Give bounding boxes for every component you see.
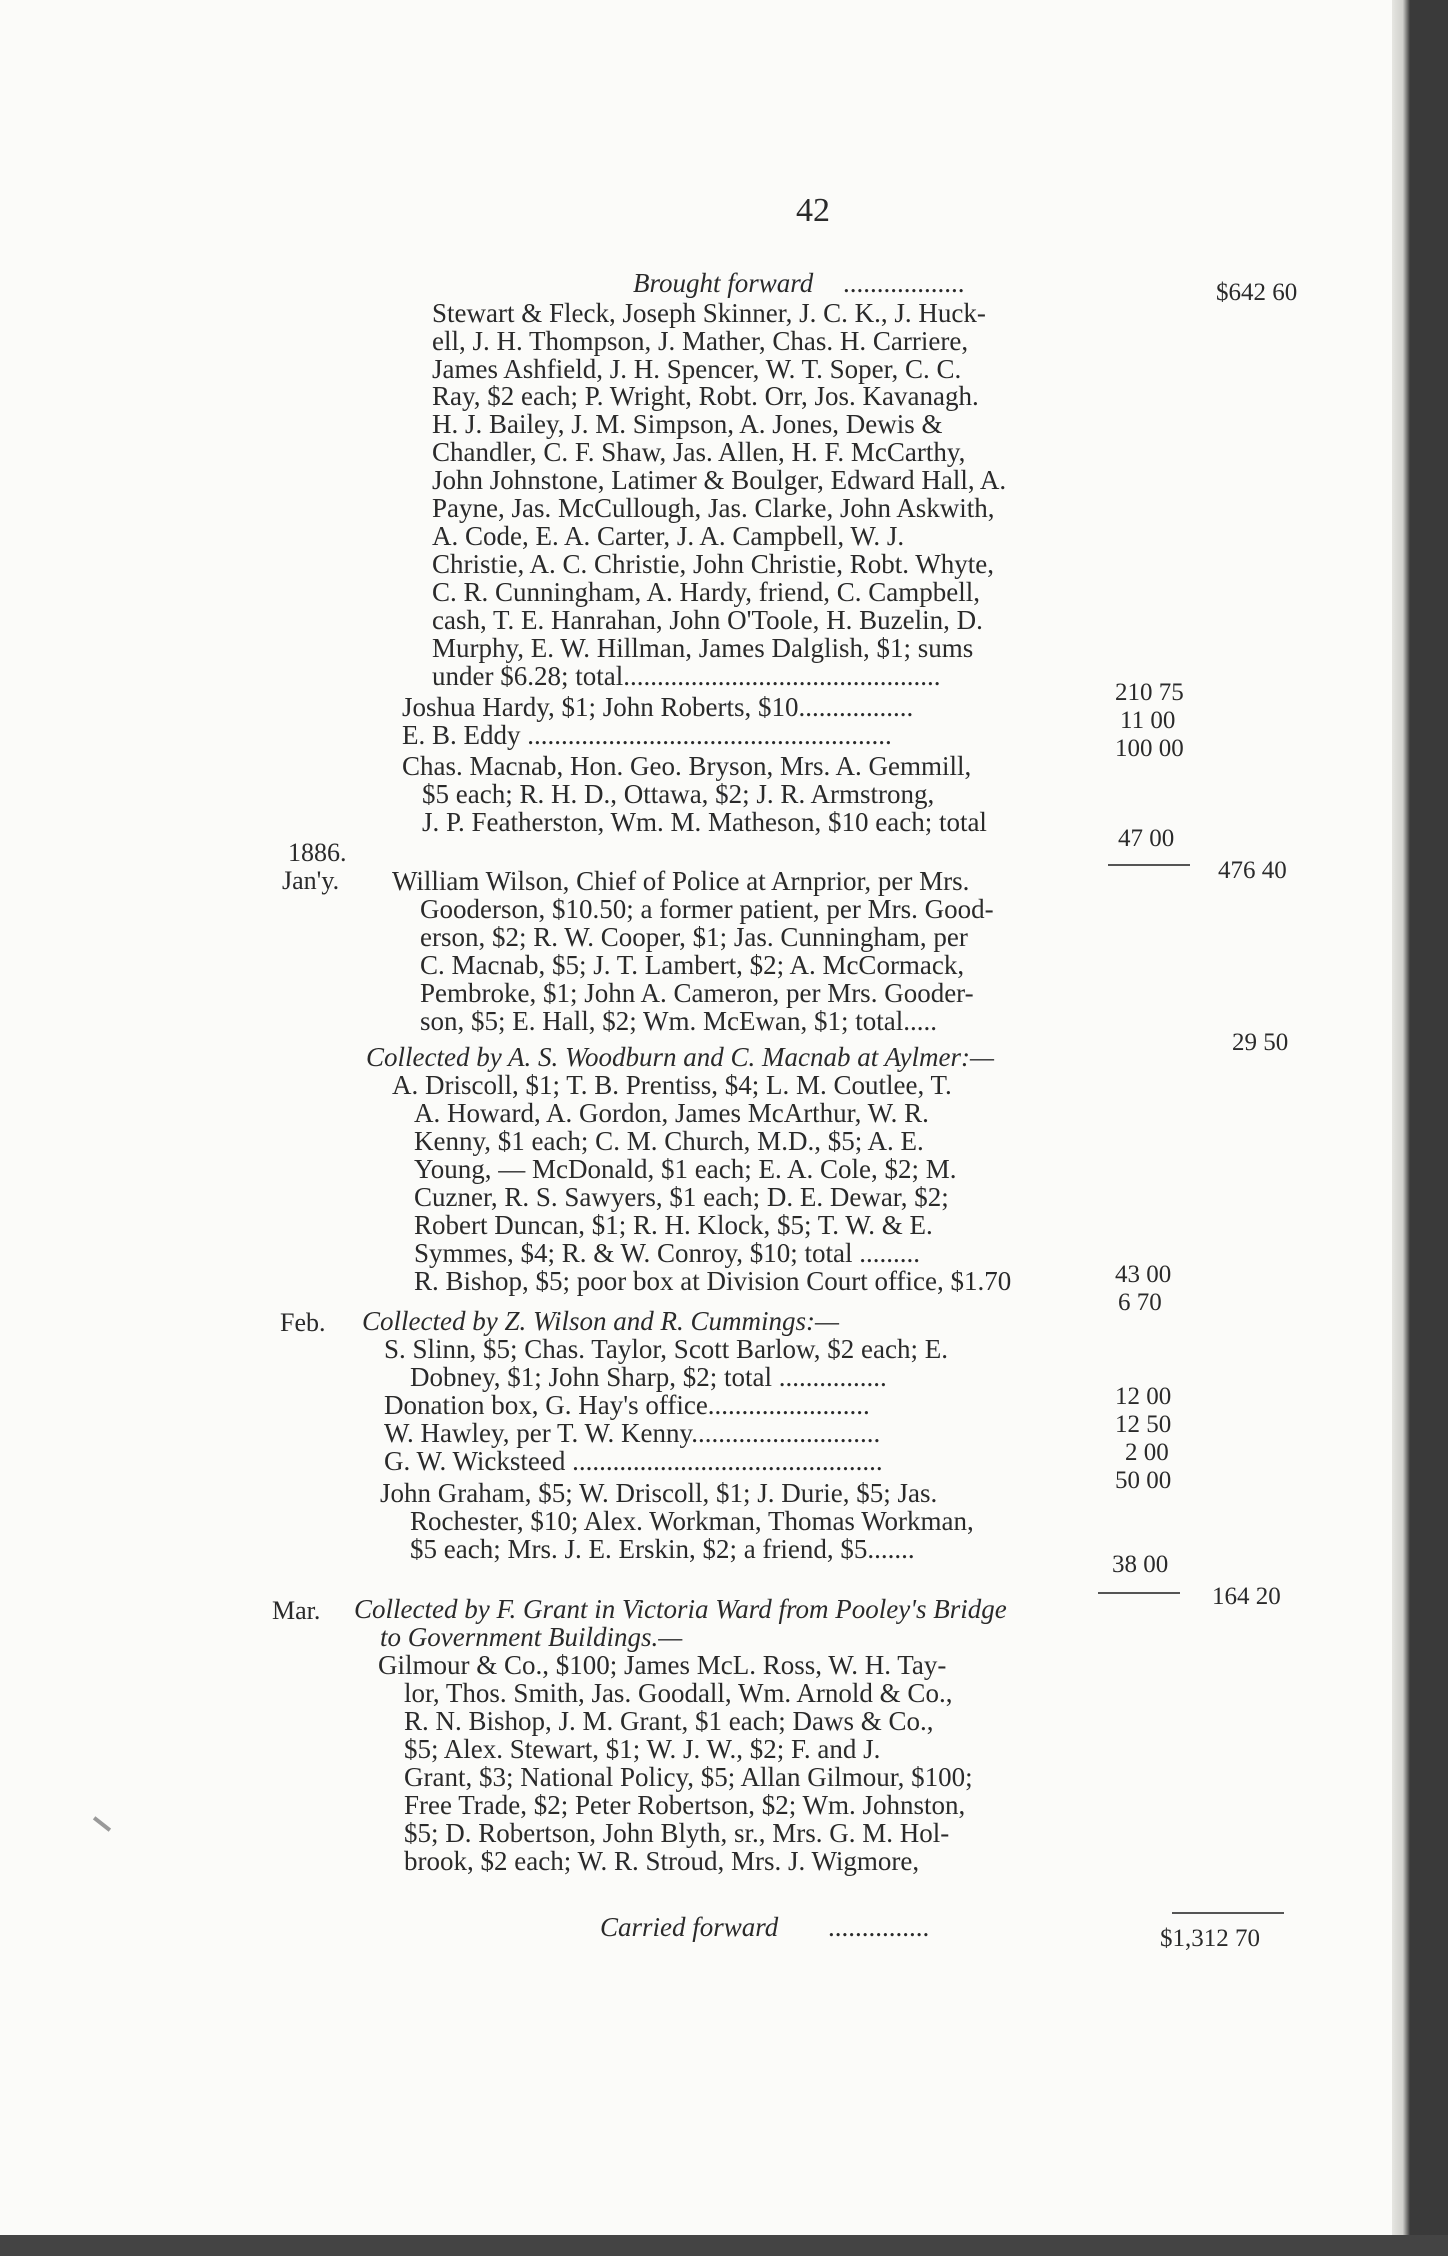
amount: 12 00	[1115, 1383, 1172, 1410]
amount: 43 00	[1115, 1261, 1172, 1288]
text-line: Ray, $2 each; P. Wright, Robt. Orr, Jos. Kavanagh.	[432, 381, 979, 411]
amount: 38 00	[1112, 1551, 1169, 1578]
text-line: erson, $2; R. W. Cooper, $1; Jas. Cunningham, per	[420, 922, 968, 952]
text-line: C. Macnab, $5; J. T. Lambert, $2; A. McCormack,	[420, 950, 965, 980]
subtotal: 29 50	[1232, 1029, 1289, 1056]
sum-rule	[1098, 1592, 1180, 1594]
section-heading: Collected by Z. Wilson and R. Cummings:—	[362, 1306, 839, 1336]
text-line: R. N. Bishop, J. M. Grant, $1 each; Daws & Co.,	[404, 1706, 934, 1736]
page-edge	[1392, 0, 1410, 2256]
brought-forward-leader: ..................	[843, 268, 965, 298]
carried-forward-label: Carried forward	[600, 1912, 779, 1942]
sum-rule	[1108, 864, 1190, 866]
text-line: $5; Alex. Stewart, $1; W. J. W., $2; F. and J.	[404, 1734, 881, 1764]
text-line: Pembroke, $1; John A. Cameron, per Mrs. Gooder-	[420, 978, 974, 1008]
text-line: Payne, Jas. McCullough, Jas. Clarke, John Askwith,	[432, 493, 995, 523]
text-line: C. R. Cunningham, A. Hardy, friend, C. Campbell,	[432, 577, 980, 607]
subtotal: 476 40	[1218, 857, 1287, 884]
text-line: Robert Duncan, $1; R. H. Klock, $5; T. W. & E.	[414, 1210, 933, 1240]
text-line: Young, — McDonald, $1 each; E. A. Cole, $2; M.	[414, 1154, 957, 1184]
amount: 47 00	[1118, 825, 1175, 852]
text-line: John Graham, $5; W. Driscoll, $1; J. Durie, $5; Jas.	[380, 1478, 938, 1508]
section-heading: to Government Buildings.—	[380, 1622, 683, 1652]
text-line: R. Bishop, $5; poor box at Division Court office, $1.70	[414, 1266, 1012, 1296]
amount: 2 00	[1125, 1439, 1169, 1466]
text-line: Chandler, C. F. Shaw, Jas. Allen, H. F. McCarthy,	[432, 437, 966, 467]
amount: 100 00	[1115, 735, 1184, 762]
date-year: 1886.	[288, 838, 347, 867]
amount: 12 50	[1115, 1411, 1172, 1438]
sum-rule	[1172, 1912, 1284, 1914]
text-line: W. Hawley, per T. W. Kenny............................	[384, 1418, 881, 1448]
text-line: E. B. Eddy ......................................................	[402, 720, 892, 750]
amount: 210 75	[1115, 679, 1184, 706]
carried-forward-leader: ...............	[828, 1912, 930, 1942]
text-line: S. Slinn, $5; Chas. Taylor, Scott Barlow, $2 each; E.	[384, 1334, 948, 1364]
text-line: G. W. Wicksteed ..............................................	[384, 1446, 883, 1476]
text-line: Cuzner, R. S. Sawyers, $1 each; D. E. Dewar, $2;	[414, 1182, 949, 1212]
text-line: Grant, $3; National Policy, $5; Allan Gilmour, $100;	[404, 1762, 973, 1792]
text-line: Symmes, $4; R. & W. Conroy, $10; total .........	[414, 1238, 921, 1268]
brought-forward-total: $642 60	[1216, 279, 1298, 306]
text-line: John Johnstone, Latimer & Boulger, Edward Hall, A.	[432, 465, 1007, 495]
text-line: William Wilson, Chief of Police at Arnprior, per Mrs.	[392, 866, 970, 896]
text-line: $5; D. Robertson, John Blyth, sr., Mrs. G. M. Hol-	[404, 1818, 950, 1848]
text-line: James Ashfield, J. H. Spencer, W. T. Soper, C. C.	[432, 354, 962, 384]
text-line: $5 each; R. H. D., Ottawa, $2; J. R. Armstrong,	[422, 779, 935, 809]
page-number: 42	[796, 192, 830, 229]
text-line: cash, T. E. Hanrahan, John O'Toole, H. Buzelin, D.	[432, 605, 983, 635]
text-line: Rochester, $10; Alex. Workman, Thomas Workman,	[410, 1506, 974, 1536]
date-month: Feb.	[280, 1308, 326, 1337]
text-line: J. P. Featherston, Wm. M. Matheson, $10 each; total	[422, 807, 987, 837]
text-line: Dobney, $1; John Sharp, $2; total ................	[410, 1362, 887, 1392]
stray-mark	[93, 1816, 111, 1831]
text-line: Kenny, $1 each; C. M. Church, M.D., $5; A. E.	[414, 1126, 924, 1156]
amount: 11 00	[1120, 707, 1176, 734]
date-month: Jan'y.	[282, 866, 340, 895]
amount: 50 00	[1115, 1467, 1172, 1494]
text-line: brook, $2 each; W. R. Stroud, Mrs. J. Wigmore,	[404, 1846, 920, 1876]
amount: 6 70	[1118, 1289, 1162, 1316]
section-heading: Collected by F. Grant in Victoria Ward from Pooley's Bridge	[354, 1594, 1007, 1624]
text-line: ell, J. H. Thompson, J. Mather, Chas. H. Carriere,	[432, 326, 969, 356]
brought-forward-label: Brought forward	[633, 268, 814, 298]
text-line: Chas. Macnab, Hon. Geo. Bryson, Mrs. A. Gemmill,	[402, 751, 972, 781]
scan-background	[0, 2235, 1448, 2256]
text-line: son, $5; E. Hall, $2; Wm. McEwan, $1; total.....	[420, 1006, 937, 1036]
text-line: A. Driscoll, $1; T. B. Prentiss, $4; L. M. Coutlee, T.	[392, 1070, 952, 1100]
text-line: A. Howard, A. Gordon, James McArthur, W. R.	[414, 1098, 929, 1128]
date-month: Mar.	[272, 1596, 321, 1625]
text-line: under $6.28; total...............................................	[432, 661, 941, 691]
text-line: Donation box, G. Hay's office........................	[384, 1390, 870, 1420]
text-line: H. J. Bailey, J. M. Simpson, A. Jones, Dewis &	[432, 409, 943, 439]
text-line: $5 each; Mrs. J. E. Erskin, $2; a friend, $5.......	[410, 1534, 915, 1564]
text-line: lor, Thos. Smith, Jas. Goodall, Wm. Arnold & Co.,	[404, 1678, 953, 1708]
subtotal: 164 20	[1212, 1583, 1281, 1610]
text-line: A. Code, E. A. Carter, J. A. Campbell, W. J.	[432, 521, 905, 551]
text-line: Joshua Hardy, $1; John Roberts, $10.................	[402, 692, 914, 722]
text-line: Gilmour & Co., $100; James McL. Ross, W. H. Tay-	[378, 1650, 947, 1680]
text-line: Stewart & Fleck, Joseph Skinner, J. C. K., J. Huck-	[432, 298, 986, 328]
text-line: Christie, A. C. Christie, John Christie, Robt. Whyte,	[432, 549, 995, 579]
text-line: Gooderson, $10.50; a former patient, per Mrs. Good-	[420, 894, 994, 924]
section-heading: Collected by A. S. Woodburn and C. Macnab at Aylmer:—	[366, 1042, 994, 1072]
carried-forward-total: $1,312 70	[1160, 1925, 1260, 1952]
text-line: Murphy, E. W. Hillman, James Dalglish, $1; sums	[432, 633, 974, 663]
text-line: Free Trade, $2; Peter Robertson, $2; Wm. Johnston,	[404, 1790, 966, 1820]
